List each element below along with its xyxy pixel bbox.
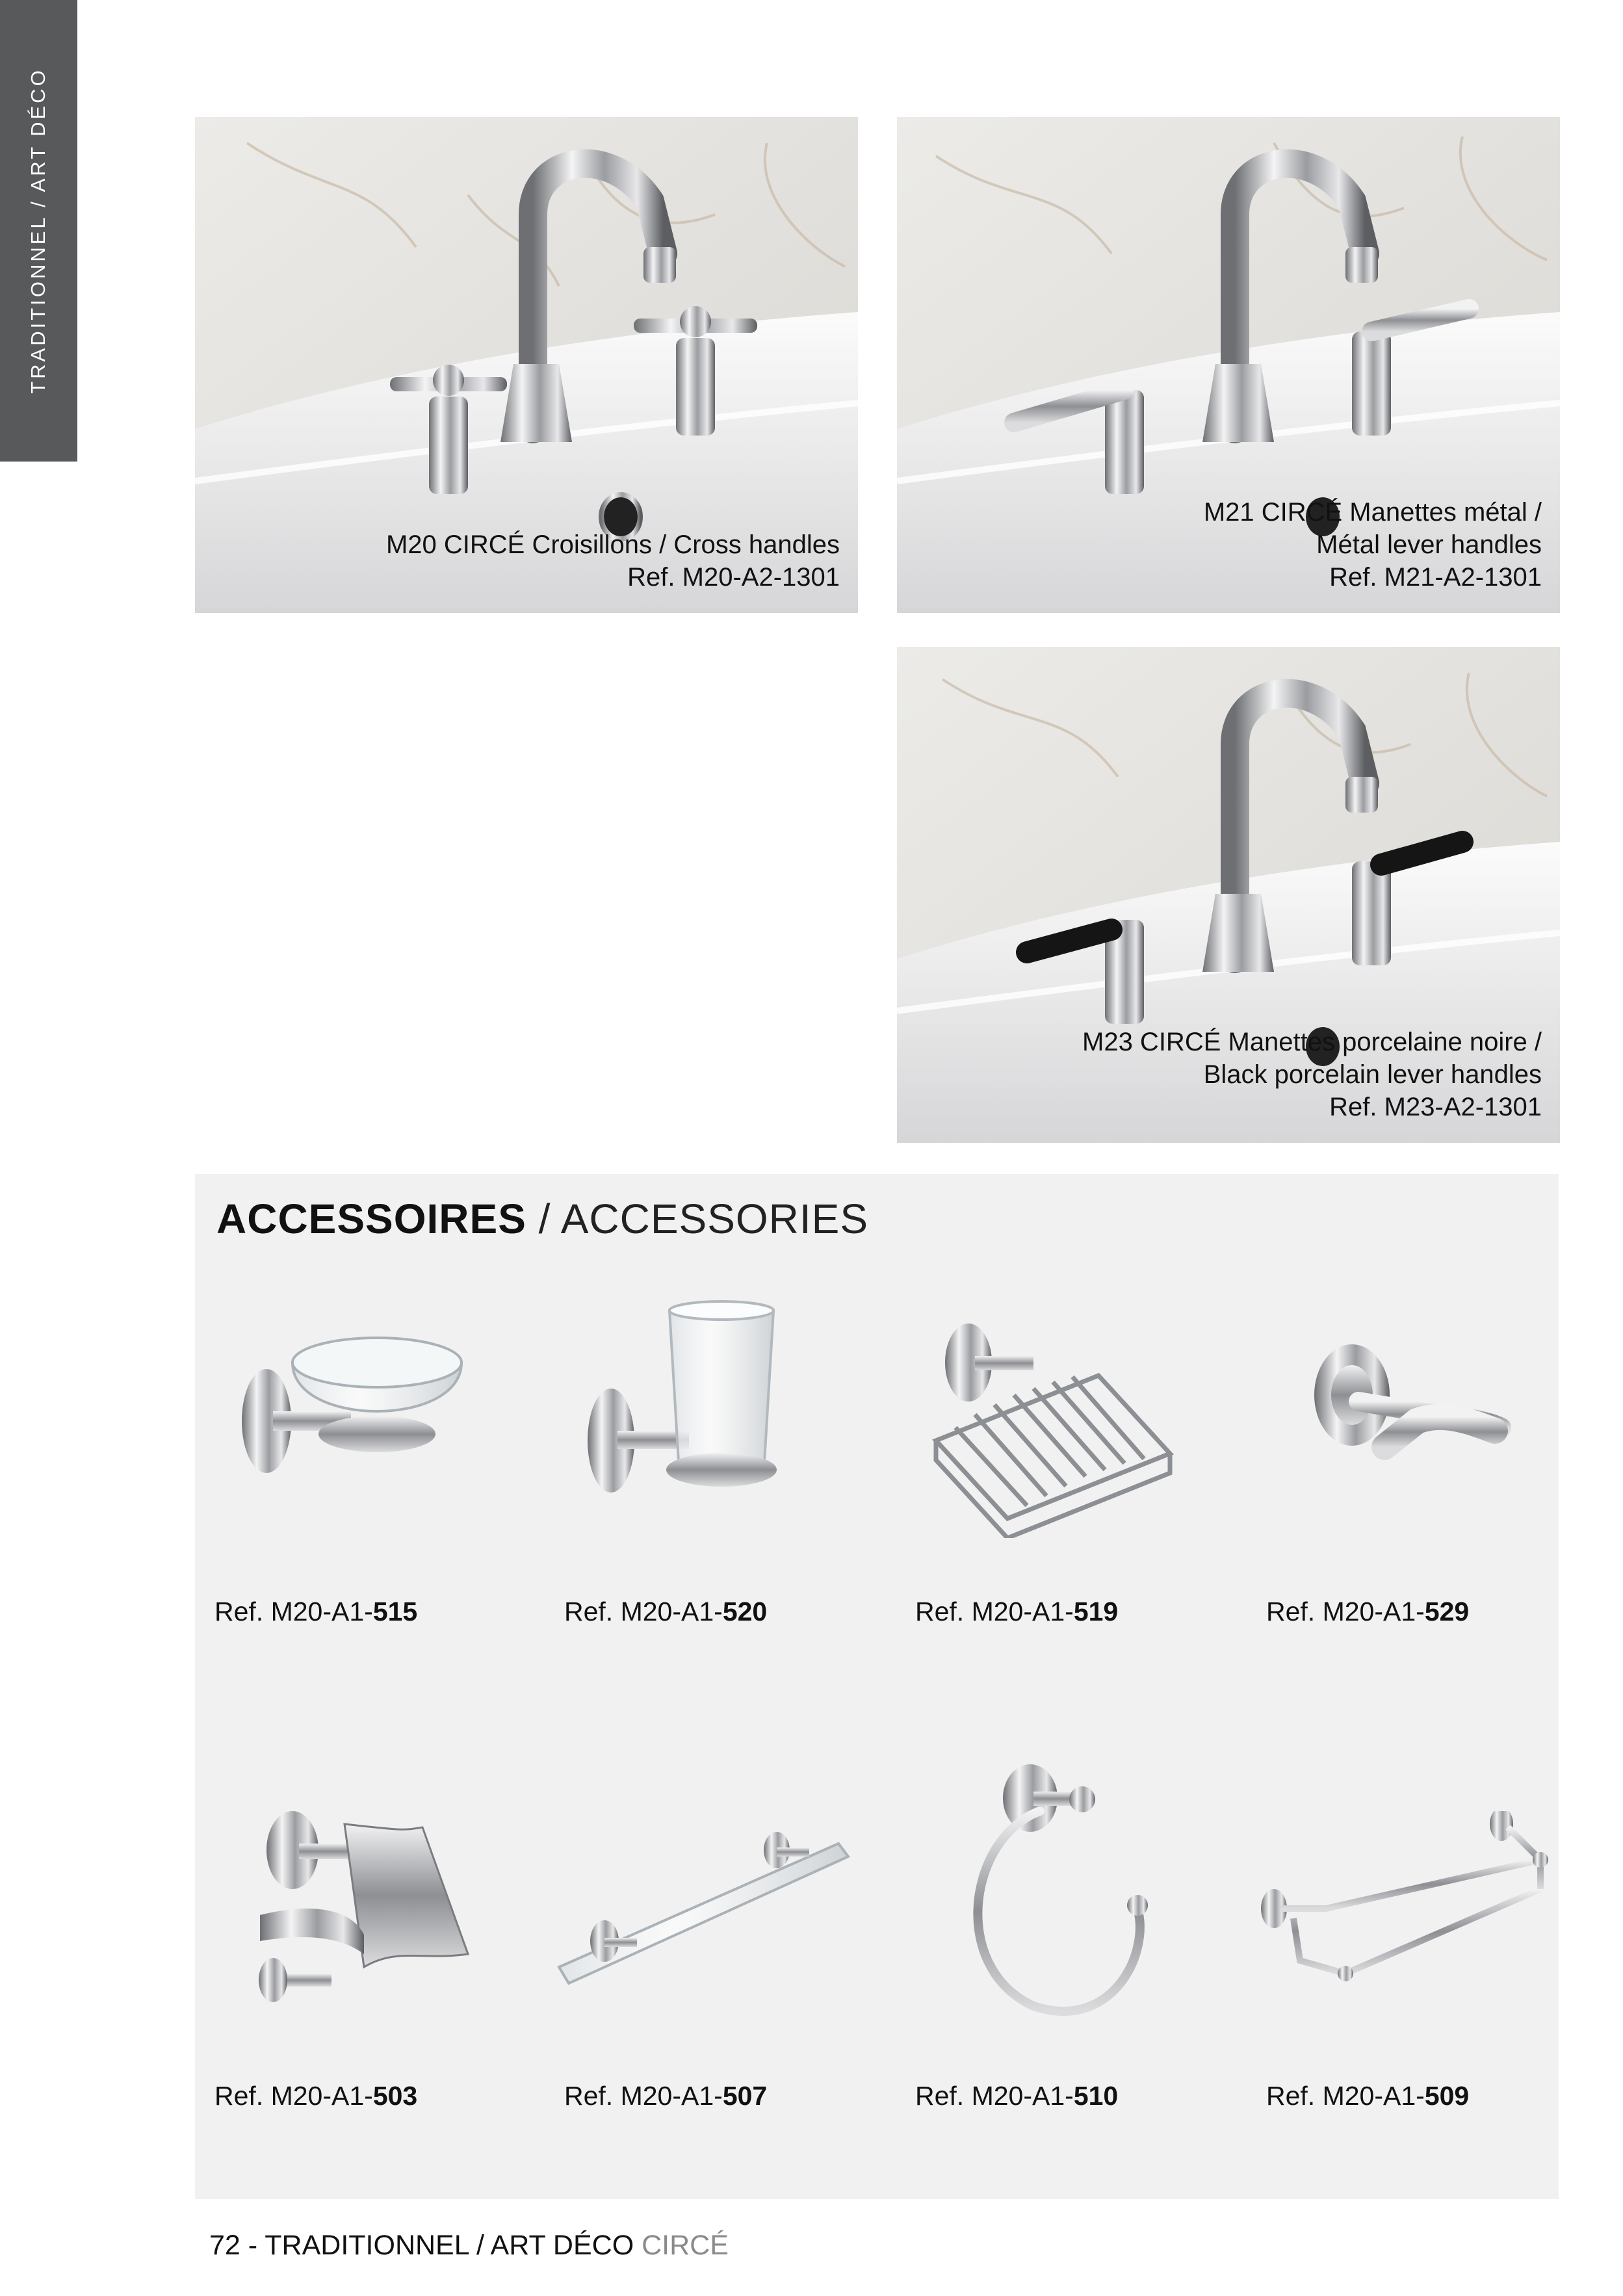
accessory-item xyxy=(221,1304,559,1499)
glass-shelf-icon xyxy=(552,1831,851,2000)
accessories-title xyxy=(216,1195,868,1243)
towel-ring-icon xyxy=(942,1759,1176,2045)
accessory-ref: Ref. M20-A1-503 xyxy=(214,2081,418,2111)
accessory-item xyxy=(929,1304,1267,1538)
robe-hook-icon xyxy=(1306,1343,1514,1499)
accessory-ref: Ref. M20-A1-509 xyxy=(1266,2081,1470,2111)
accessory-item xyxy=(234,1805,572,2019)
accessory-item xyxy=(1254,1811,1592,2006)
double-towel-bar-icon xyxy=(1254,1811,1553,2006)
footer-section: TRADITIONNEL / ART DÉCO xyxy=(265,2230,642,2261)
product-photo-m20 xyxy=(195,117,858,613)
product-photo-m21 xyxy=(897,117,1560,613)
accessory-item xyxy=(552,1831,890,2000)
toilet-roll-holder-icon xyxy=(234,1805,481,2019)
accessory-ref: Ref. M20-A1-529 xyxy=(1266,1597,1470,1626)
accessory-ref: Ref. M20-A1-510 xyxy=(915,2081,1119,2111)
footer-collection: CIRCÉ xyxy=(642,2230,729,2261)
accessory-ref: Ref. M20-A1-507 xyxy=(564,2081,768,2111)
product-photo-m23 xyxy=(897,647,1560,1143)
accessories-panel xyxy=(195,1174,1559,2199)
photo-caption: M23 CIRCÉ Manettes porcelaine noire / Black porcelain lever handles Ref. M23-A2-1301 xyxy=(1082,1028,1542,1121)
accessory-item xyxy=(572,1298,910,1519)
accessory-item xyxy=(942,1759,1280,2045)
accessory-ref: Ref. M20-A1-520 xyxy=(564,1597,768,1626)
accessories-title-fr: ACCESSOIRES xyxy=(216,1195,526,1242)
accessories-title-en: / ACCESSORIES xyxy=(526,1195,869,1242)
page-footer: 72 - TRADITIONNEL / ART DÉCO CIRCÉ xyxy=(209,2230,729,2261)
accessory-item xyxy=(1306,1343,1623,1499)
accessory-ref: Ref. M20-A1-515 xyxy=(214,1597,418,1626)
soap-basket-icon xyxy=(929,1304,1189,1538)
photo-caption: M21 CIRCÉ Manettes métal / Métal lever handles Ref. M21-A2-1301 xyxy=(1203,498,1542,592)
side-tab-label: TRADITIONNEL / ART DÉCO xyxy=(27,68,49,394)
page-number: 72 xyxy=(209,2230,240,2261)
accessory-ref: Ref. M20-A1-519 xyxy=(915,1597,1119,1626)
tumbler-holder-icon xyxy=(572,1298,845,1519)
side-tab xyxy=(0,0,77,462)
photo-caption: M20 CIRCÉ Croisillons / Cross handles Ref. M20-A2-1301 xyxy=(385,530,840,592)
soap-dish-icon xyxy=(221,1304,494,1499)
